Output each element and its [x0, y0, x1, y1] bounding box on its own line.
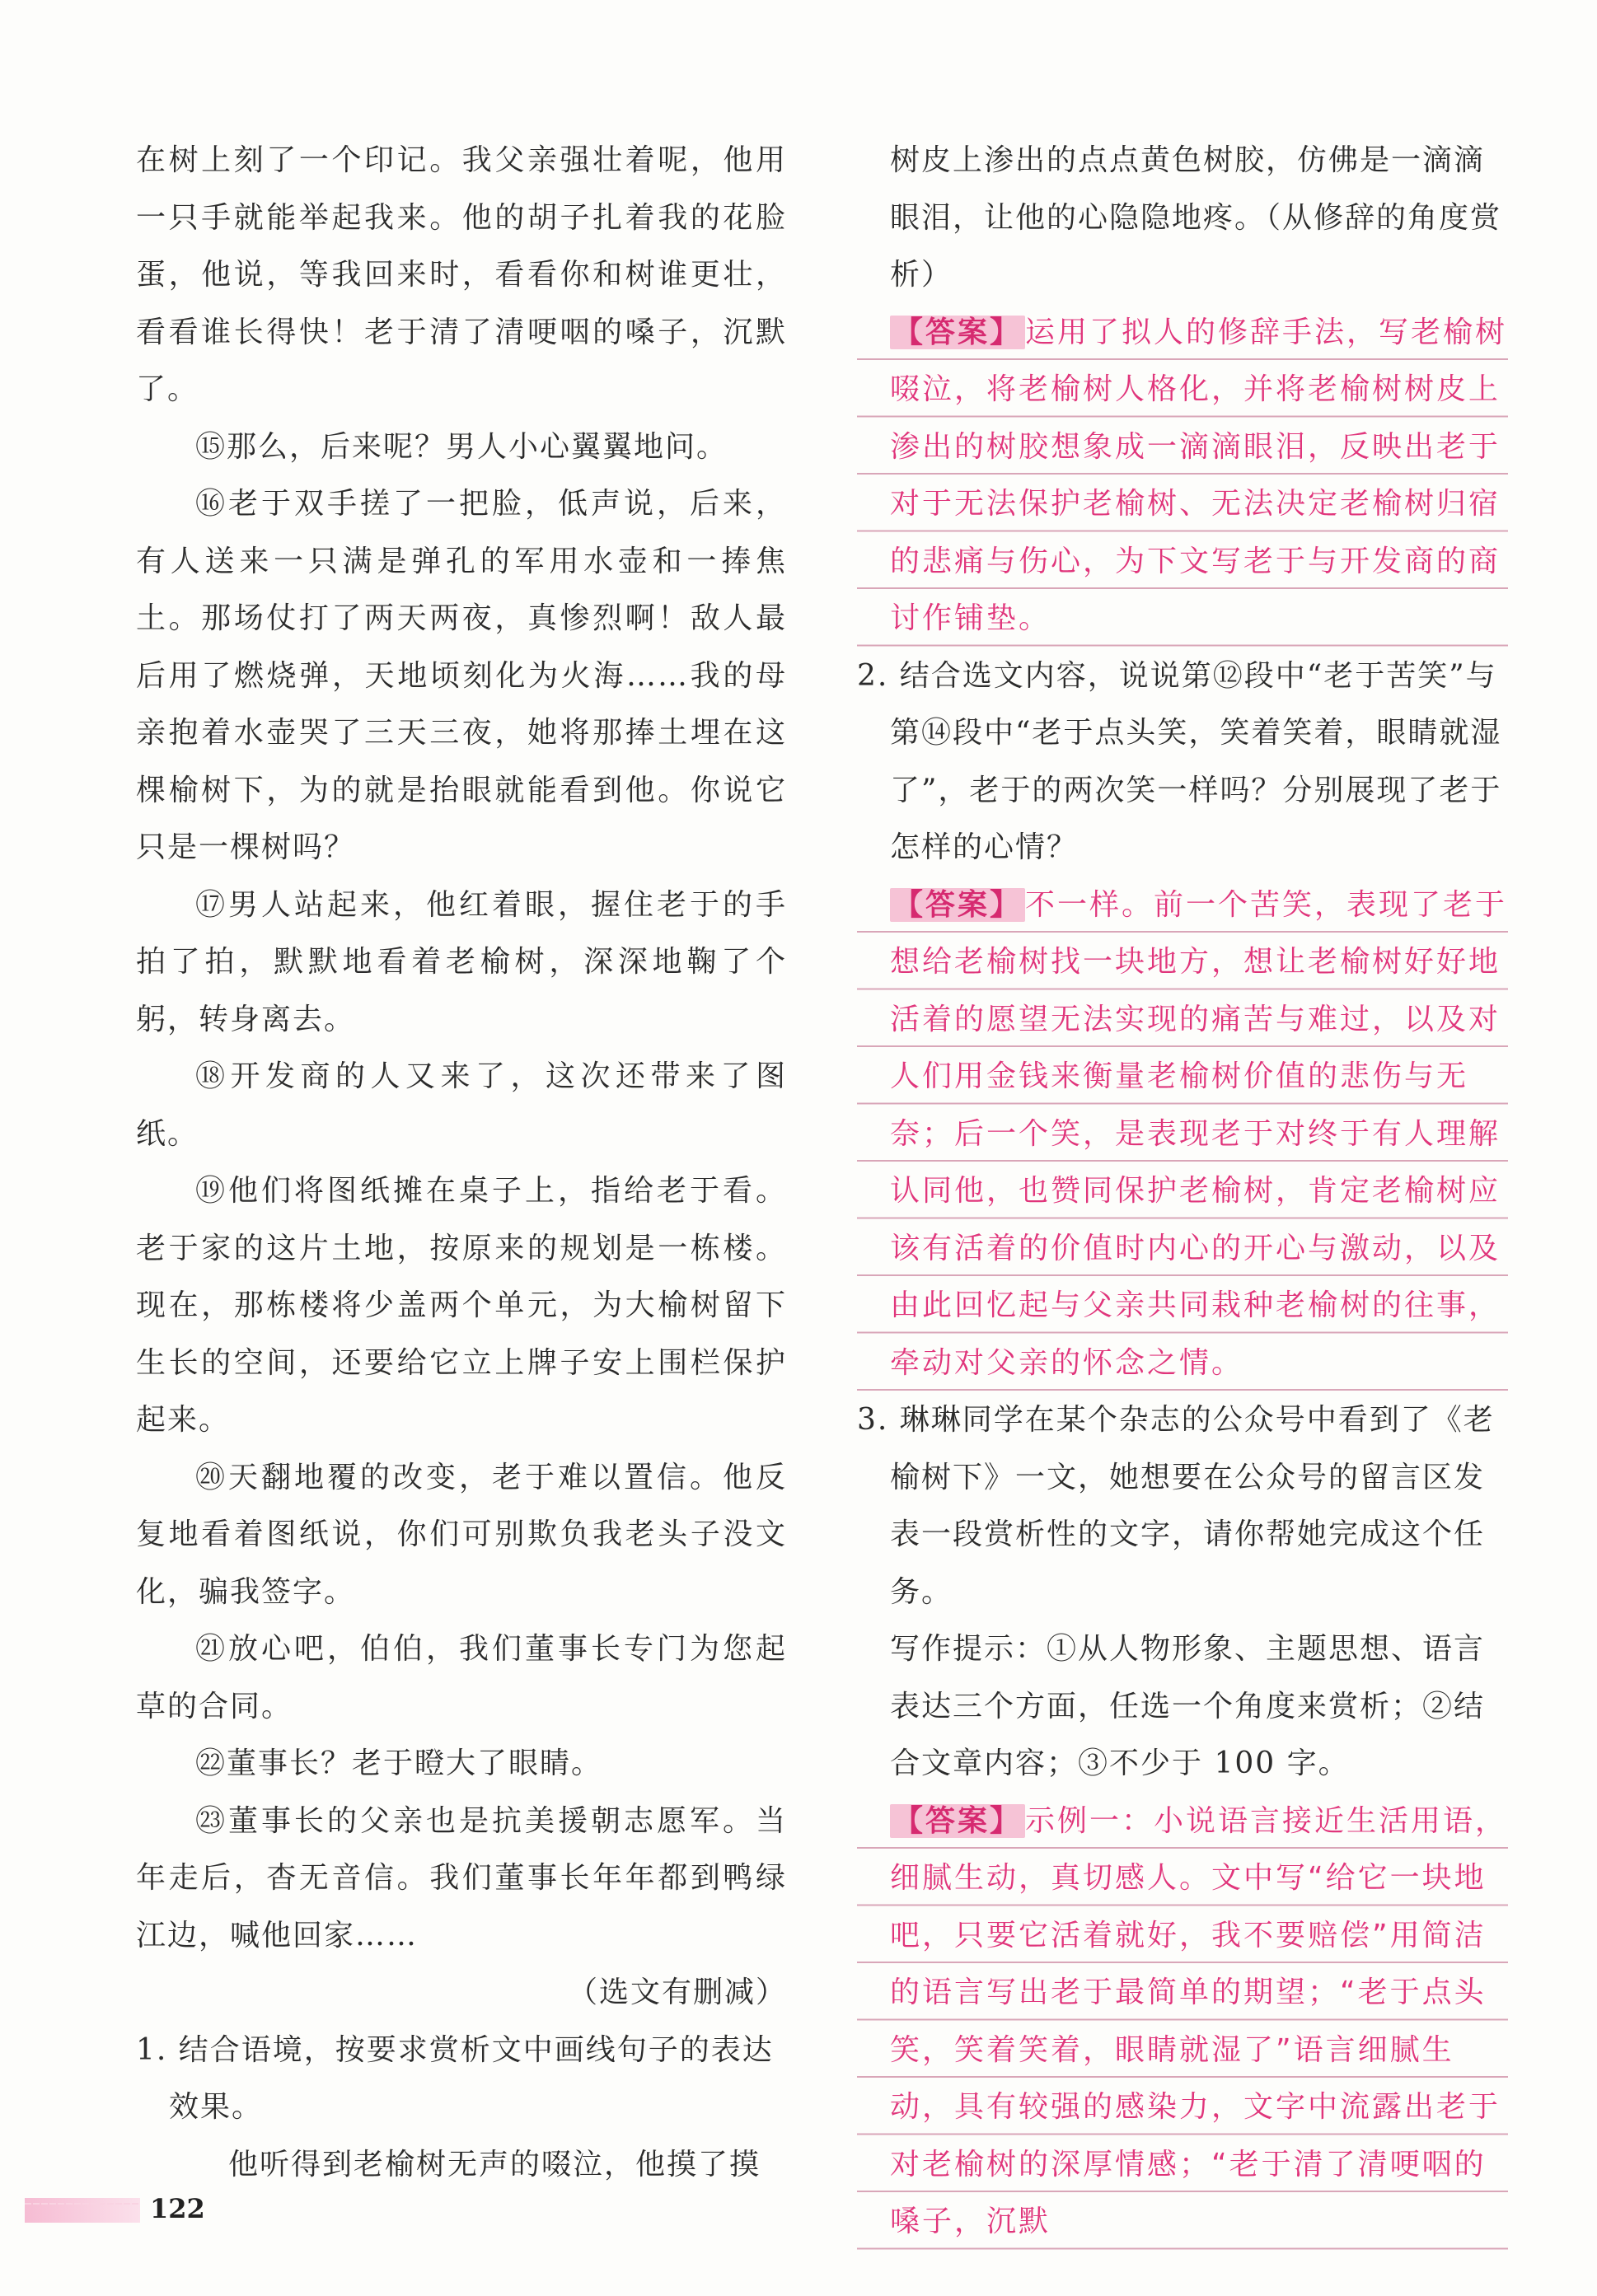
- paragraph-16: ⑯老于双手搓了一把脸，低声说，后来，有人送来一只满是弹孔的军用水壶和一捧焦土。那场仗打了两天两夜，真惨烈啊！敌人最后用了燃烧弹，天地顷刻化为火海……我的母亲抱着水壶哭了三天三夜，她将那捧土埋在这棵榆树下，为的就是抬眼就能看到他。你说它只是一棵树吗？: [136, 487, 787, 864]
- answer-3-text: 示例一：小说语言接近生活用语，细腻生动，真切感人。文中写“给它一块地吧，只要它活着就好，我不要赔偿”用简洁的语言写出老于最简单的期望；“老于点头笑，笑着笑着，眼睛就湿了”语言细腻生动，具有较强的感染力，文字中流露出老于对老榆树的深厚情感；“老于清了清哽咽的嗓子，沉默: [890, 1803, 1508, 2238]
- answer-1-text: 运用了拟人的修辞手法，写老榆树啜泣，将老榆树人格化，并将老榆树树皮上渗出的树胶想象成一滴滴眼泪，反映出老于对于无法保护老榆树、无法决定老榆树归宿的悲痛与伤心，为下文写老于与开发商的商讨作铺垫。: [890, 315, 1508, 635]
- paragraph-15: ⑮那么，后来呢？男人小心翼翼地问。: [195, 429, 728, 464]
- answer-1: [857, 304, 1508, 648]
- source-note: （选文有删减）: [567, 1976, 787, 2009]
- answer-3: [857, 1793, 1508, 2251]
- paragraph-continued: 在树上刻了一个印记。我父亲强壮着呢，他用一只手就能举起我来。他的胡子扎着我的花脸蛋，他说，等我回来时，看看你和树谁更壮，看看谁长得快！老于清了清哽咽的嗓子，沉默了。: [136, 143, 787, 406]
- footer-decoration: [25, 2198, 140, 2223]
- question-1-quote-continued: 树皮上渗出的点点黄色树胶，仿佛是一滴滴眼泪，让他的心隐隐地疼。（从修辞的角度赏析）: [890, 143, 1502, 292]
- answer-tag: 【答案】: [890, 1804, 1025, 1838]
- answer-2-text: 不一样。前一个苦笑，表现了老于想给老榆树找一块地方，想让老榆树好好地活着的愿望无法实现的痛苦与难过，以及对人们用金钱来衡量老榆树价值的悲伤与无奈；后一个笑，是表现老于对终于有人理解认同他，也赞同保护老榆树，肯定老榆树应该有活着的价值时内心的开心与激动，以及由此回忆起与父亲共同栽种老榆树的往事，牵动对父亲的怀念之情。: [890, 887, 1508, 1380]
- paragraph-20: ⑳天翻地覆的改变，老于难以置信。他反复地看着图纸说，你们可别欺负我老头子没文化，骗我签字。: [136, 1460, 787, 1609]
- paragraph-21: ㉑放心吧，伯伯，我们董事长专门为您起草的合同。: [136, 1632, 787, 1723]
- question-1-quote: 他听得到老榆树无声的啜泣，他摸了摸: [228, 2147, 761, 2181]
- paragraph-17: ⑰男人站起来，他红着眼，握住老于的手拍了拍，默默地看着老榆树，深深地鞠了个躬，转身离去。: [136, 887, 787, 1036]
- question-1: 1. 结合语境，按要求赏析文中画线句子的表达效果。: [136, 2032, 774, 2124]
- question-3-hint: 写作提示：①从人物形象、主题思想、语言表达三个方面，任选一个角度来赏析；②结合文章内容；③不少于 100 字。: [890, 1632, 1486, 1780]
- right-column: [857, 132, 1508, 2251]
- answer-2: [857, 877, 1508, 1392]
- paragraph-22: ㉒董事长？老于瞪大了眼睛。: [195, 1747, 603, 1780]
- answer-tag: 【答案】: [890, 316, 1025, 349]
- left-column: [136, 132, 787, 2193]
- paragraph-19: ⑲他们将图纸摊在桌子上，指给老于看。老于家的这片土地，按原来的规划是一栋楼。现在，那栋楼将少盖两个单元，为大榆树留下生长的空间，还要给它立上牌子安上围栏保护起来。: [136, 1174, 787, 1437]
- question-3: 3. 琳琳同学在某个杂志的公众号中看到了《老榆树下》一文，她想要在公众号的留言区发表一段赏析性的文字，请你帮她完成这个任务。: [857, 1403, 1495, 1609]
- answer-tag: 【答案】: [890, 888, 1025, 922]
- page-number: 122: [150, 2193, 205, 2224]
- question-2: 2. 结合选文内容，说说第⑫段中“老于苦笑”与第⑭段中“老于点头笑，笑着笑着，眼睛就湿了”，老于的两次笑一样吗？分别展现了老于怎样的心情？: [857, 658, 1502, 864]
- paragraph-18: ⑱开发商的人又来了，这次还带来了图纸。: [136, 1059, 787, 1151]
- paragraph-23: ㉓董事长的父亲也是抗美援朝志愿军。当年走后，杳无音信。我们董事长年年都到鸭绿江边，喊他回家……: [136, 1803, 787, 1952]
